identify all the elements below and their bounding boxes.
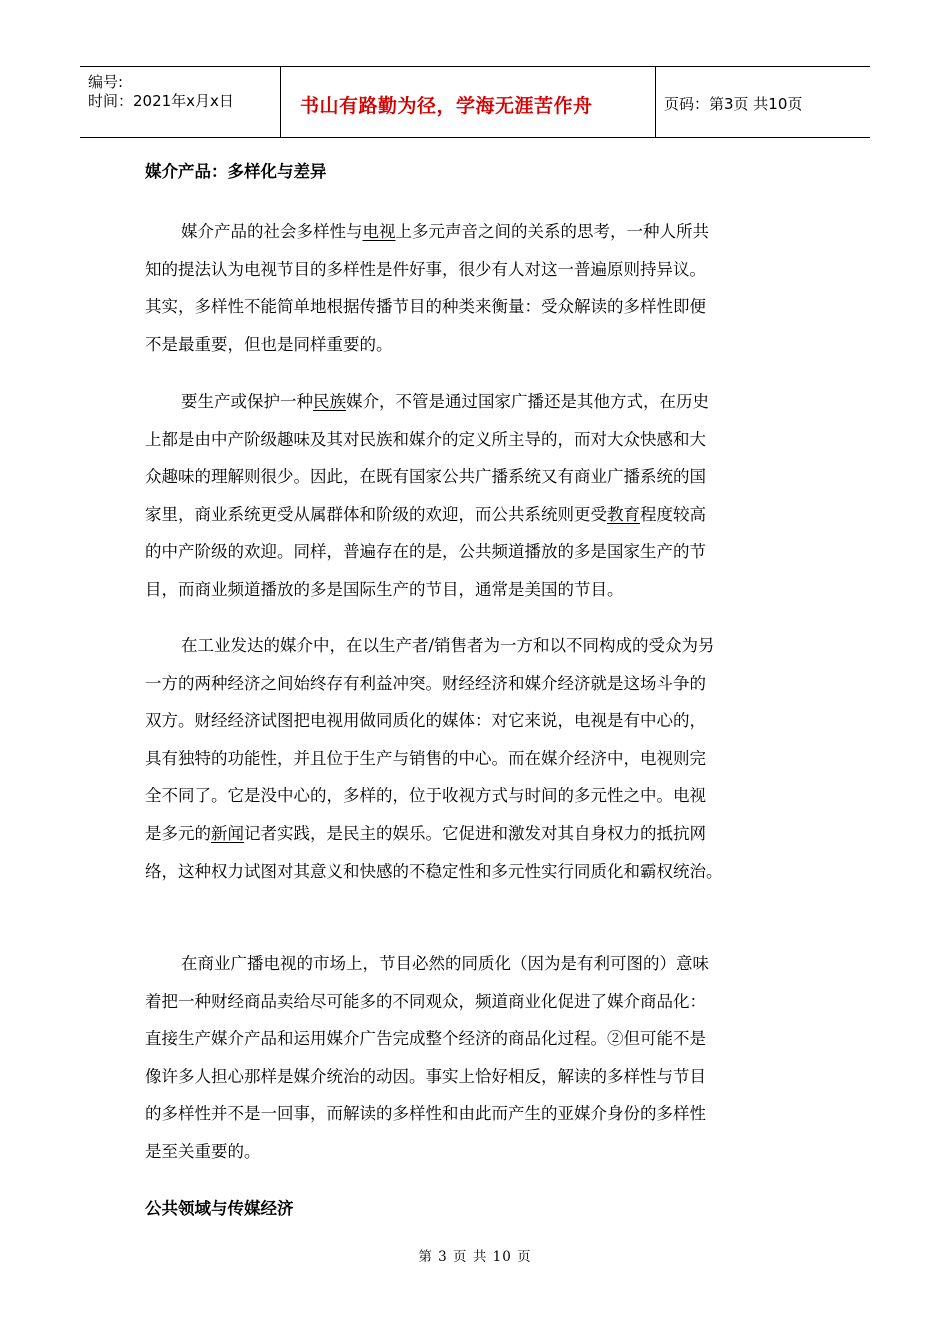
section-heading-media-products: 媒介产品：多样化与差异 bbox=[145, 162, 327, 181]
paragraph-line: 在工业发达的媒介中，在以生产者/销售者为一方和以不同构成的受众为另 bbox=[181, 636, 715, 655]
paragraph-line: 众趣味的理解则很少。因此，在既有国家公共广播系统又有商业广播系统的国 bbox=[145, 467, 706, 487]
hyperlink[interactable]: 新闻 bbox=[211, 823, 244, 843]
text-run: 记者实践，是民主的娱乐。它促进和激发对其自身权力的抵抗网 bbox=[244, 823, 706, 843]
paragraph-line: 着把一种财经商品卖给尽可能多的不同观众，频道商业化促进了媒介商品化： bbox=[145, 991, 706, 1011]
text-run: 媒介产品的社会多样性与 bbox=[181, 222, 363, 241]
text-run: 家里，商业系统更受从属群体和阶级的欢迎，而公共系统则更受 bbox=[145, 504, 607, 524]
paragraph-line: 像许多人担心那样是媒介统治的动因。事实上恰好相反，解读的多样性与节目 bbox=[145, 1066, 706, 1086]
paragraph-line: 目，而商业频道播放的多是国际生产的节目，通常是美国的节目。 bbox=[145, 579, 624, 599]
paragraph-line: 直接生产媒介产品和运用媒介广告完成整个经济的商品化过程。②但可能不是 bbox=[145, 1029, 706, 1049]
paragraph-line: 在商业广播电视的市场上，节目必然的同质化（因为是有利可图的）意味 bbox=[181, 954, 709, 973]
section-heading-public-sphere: 公共领域与传媒经济 bbox=[145, 1199, 294, 1218]
hyperlink[interactable]: 电视 bbox=[362, 222, 396, 241]
header-motto: 书山有路勤为径，学海无涯苦作舟 bbox=[300, 95, 593, 117]
paragraph-line: 具有独特的功能性，并且位于生产与销售的中心。而在媒介经济中，电视则完 bbox=[145, 748, 706, 768]
paragraph-line bbox=[145, 213, 825, 251]
paragraph-line: 知的提法认为电视节目的多样性是件好事，很少有人对这一普遍原则持异议。 bbox=[145, 259, 706, 279]
hyperlink[interactable]: 教育 bbox=[607, 504, 640, 524]
paragraph-line: 是至关重要的。 bbox=[145, 1141, 261, 1161]
paragraph-4 bbox=[145, 945, 825, 1171]
header-number-label: 编号: bbox=[88, 73, 124, 91]
paragraph-line: 其实，多样性不能简单地根据传播节目的种类来衡量：受众解读的多样性即便 bbox=[145, 297, 706, 317]
hyperlink[interactable]: 民族 bbox=[313, 392, 346, 411]
paragraph-line: 双方。财经经济试图把电视用做同质化的媒体：对它来说，电视是有中心的， bbox=[145, 711, 706, 731]
text-run: 媒介，不管是通过国家广播还是其他方式，在历史 bbox=[346, 392, 709, 411]
header-top-rule bbox=[80, 66, 870, 67]
header-bottom-rule bbox=[80, 137, 870, 138]
paragraph-line: 全不同了。它是没中心的，多样的，位于收视方式与时间的多元性之中。电视 bbox=[145, 786, 706, 806]
paragraph-line: 上都是由中产阶级趣味及其对民族和媒介的定义所主导的，而对大众快感和大 bbox=[145, 429, 706, 449]
paragraph-line: 的多样性并不是一回事，而解读的多样性和由此而产生的亚媒介身份的多样性 bbox=[145, 1104, 706, 1124]
paragraph-line: 的中产阶级的欢迎。同样，普遍存在的是，公共频道播放的多是国家生产的节 bbox=[145, 542, 706, 562]
paragraph-line bbox=[145, 815, 825, 853]
paragraph-line: 络，这种权力试图对其意义和快感的不稳定性和多元性实行同质化和霸权统治。 bbox=[145, 861, 723, 881]
header-page-label: 页码：第3页 共10页 bbox=[664, 95, 803, 113]
paragraph-line: 一方的两种经济之间始终存有利益冲突。财经经济和媒介经济就是这场斗争的 bbox=[145, 673, 706, 693]
paragraph-3 bbox=[145, 627, 825, 890]
header-divider-right bbox=[655, 66, 656, 137]
paragraph-line bbox=[145, 496, 825, 534]
paragraph-line bbox=[145, 383, 825, 421]
text-run: 是多元的 bbox=[145, 823, 211, 843]
text-run: 上多元声音之间的关系的思考，一种人所共 bbox=[395, 222, 709, 241]
page-footer: 第 3 页 共 10 页 bbox=[418, 1249, 532, 1265]
paragraph-line: 不是最重要，但也是同样重要的。 bbox=[145, 334, 393, 354]
text-run: 程度较高 bbox=[640, 504, 706, 524]
paragraph-2 bbox=[145, 383, 825, 609]
text-run: 要生产或保护一种 bbox=[181, 392, 313, 411]
header-date-label: 时间：2021年x月x日 bbox=[88, 92, 234, 110]
paragraph-1 bbox=[145, 213, 825, 363]
header-divider-left bbox=[280, 66, 281, 137]
